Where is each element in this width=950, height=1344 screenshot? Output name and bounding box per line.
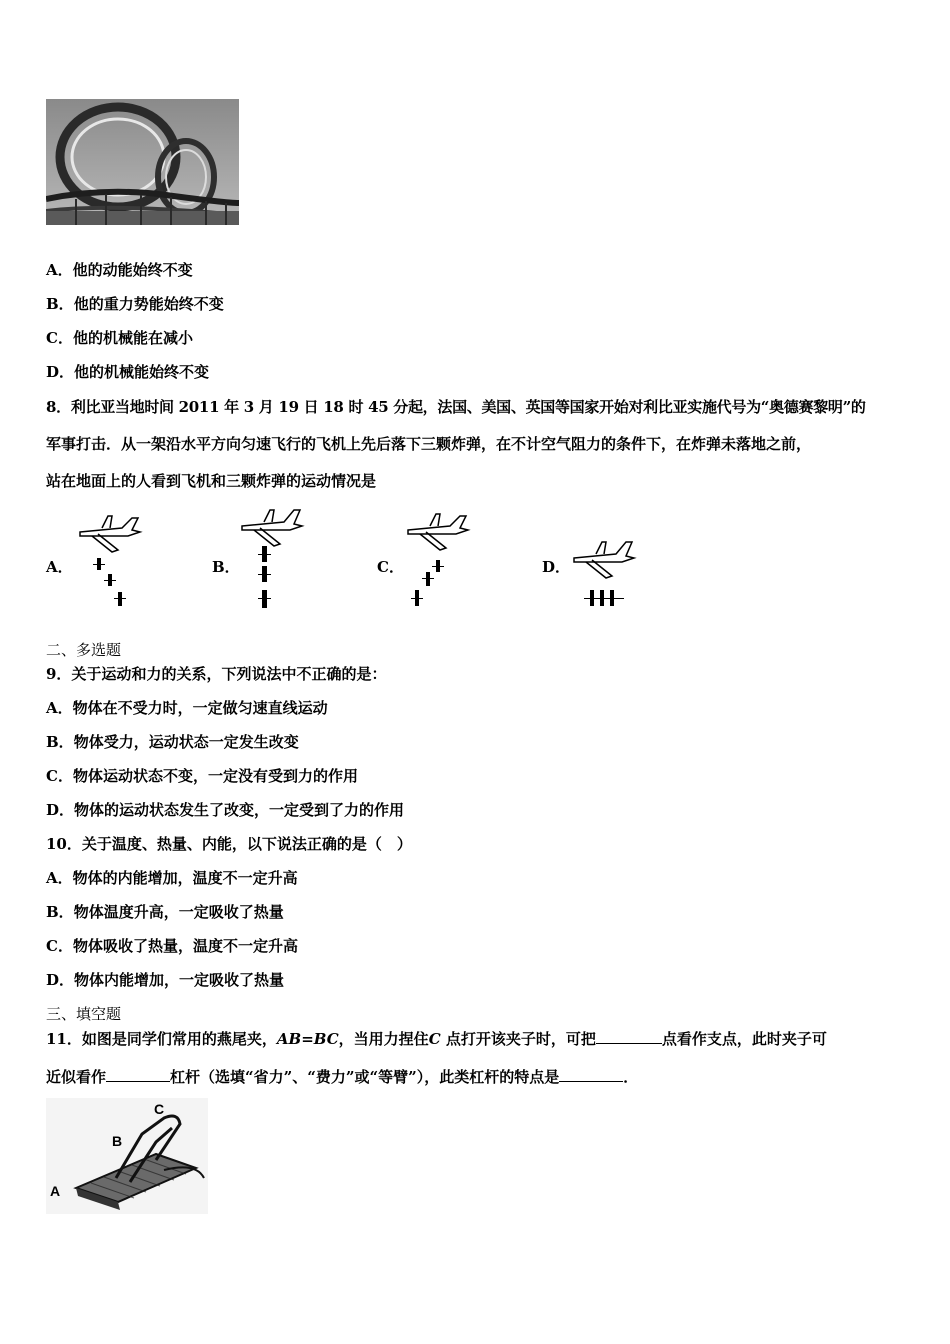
q8-option-c-label: C．: [377, 558, 404, 576]
q10-option-c: C．物体吸收了热量，温度不一定升高: [46, 937, 298, 955]
fulcrum-blank[interactable]: [596, 1029, 662, 1044]
plane-bombs-diagonal-a: [72, 510, 152, 610]
plane-bombs-diagonal-c: [400, 510, 480, 610]
q9-option-c: C．物体运动状态不变，一定没有受到力的作用: [46, 767, 358, 785]
plane-bombs-vertical-b: [238, 504, 318, 610]
q8-option-a-label: A．: [46, 558, 73, 576]
q8-option-c-figure: [400, 510, 480, 610]
q10-option-d: D．物体内能增加，一定吸收了热量: [46, 971, 285, 989]
q7-option-c: C．他的机械能在减小: [46, 329, 193, 347]
q8-option-a-figure: [72, 510, 152, 610]
q10-option-b: B．物体温度升高，一定吸收了热量: [46, 903, 284, 921]
roller-coaster-photo: [46, 99, 239, 225]
q11-stem-line2: 近似看作 杠杆（选填“省力”、“费力”或“等臂”），此类杠杆的特点是 ．: [46, 1068, 639, 1086]
q10-stem: 10．关于温度、热量、内能，以下说法正确的是（ ）: [46, 835, 412, 853]
binder-clip-image: [46, 1098, 208, 1214]
lever-type-blank[interactable]: [106, 1067, 170, 1082]
q9-option-a: A．物体在不受力时，一定做匀速直线运动: [46, 699, 328, 717]
q7-option-a: A．他的动能始终不变: [46, 261, 193, 279]
q8-stem-line2: 军事打击．从一架沿水平方向匀速飞行的飞机上先后落下三颗炸弹，在不计空气阻力的条件下，在炸弹未落地之前，: [46, 435, 812, 453]
q8-option-d-label: D．: [542, 558, 571, 576]
lever-feature-blank[interactable]: [559, 1067, 623, 1082]
q7-option-d: D．他的机械能始终不变: [46, 363, 210, 381]
clip-label-c: C: [154, 1101, 165, 1117]
q9-option-d: D．物体的运动状态发生了改变，一定受到了力的作用: [46, 801, 405, 819]
q8-stem-line3: 站在地面上的人看到飞机和三颗炸弹的运动情况是: [46, 472, 377, 490]
section-heading-fill-in: 三、填空题: [46, 1005, 122, 1023]
q8-option-d-figure: [568, 538, 648, 610]
q10-option-a: A．物体的内能增加，温度不一定升高: [46, 869, 298, 887]
q8-stem-line1: 8．利比亚当地时间 2011 年 3 月 19 日 18 时 45 分起，法国、美国、英国等国家开始对利比亚实施代号为“奥德赛黎明”的: [46, 398, 866, 416]
plane-bombs-horizontal-d: [568, 538, 648, 610]
q8-option-b-label: B．: [212, 558, 240, 576]
binder-clip-figure: [46, 1098, 208, 1214]
clip-label-b: B: [112, 1133, 123, 1149]
q7-option-b: B．他的重力势能始终不变: [46, 295, 224, 313]
q9-stem: 9．关于运动和力的关系，下列说法中不正确的是：: [46, 665, 387, 683]
q8-option-b-figure: [238, 504, 318, 610]
clip-label-a: A: [50, 1183, 61, 1199]
q11-stem-line1: 11．如图是同学们常用的燕尾夹，AB=BC，当用力捏住C 点打开该夹子时，可把 点看作支点，此时夹子可: [46, 1030, 827, 1048]
section-heading-multiple-choice: 二、多选题: [46, 641, 122, 659]
q9-option-b: B．物体受力，运动状态一定发生改变: [46, 733, 299, 751]
roller-coaster-image: [46, 99, 239, 225]
